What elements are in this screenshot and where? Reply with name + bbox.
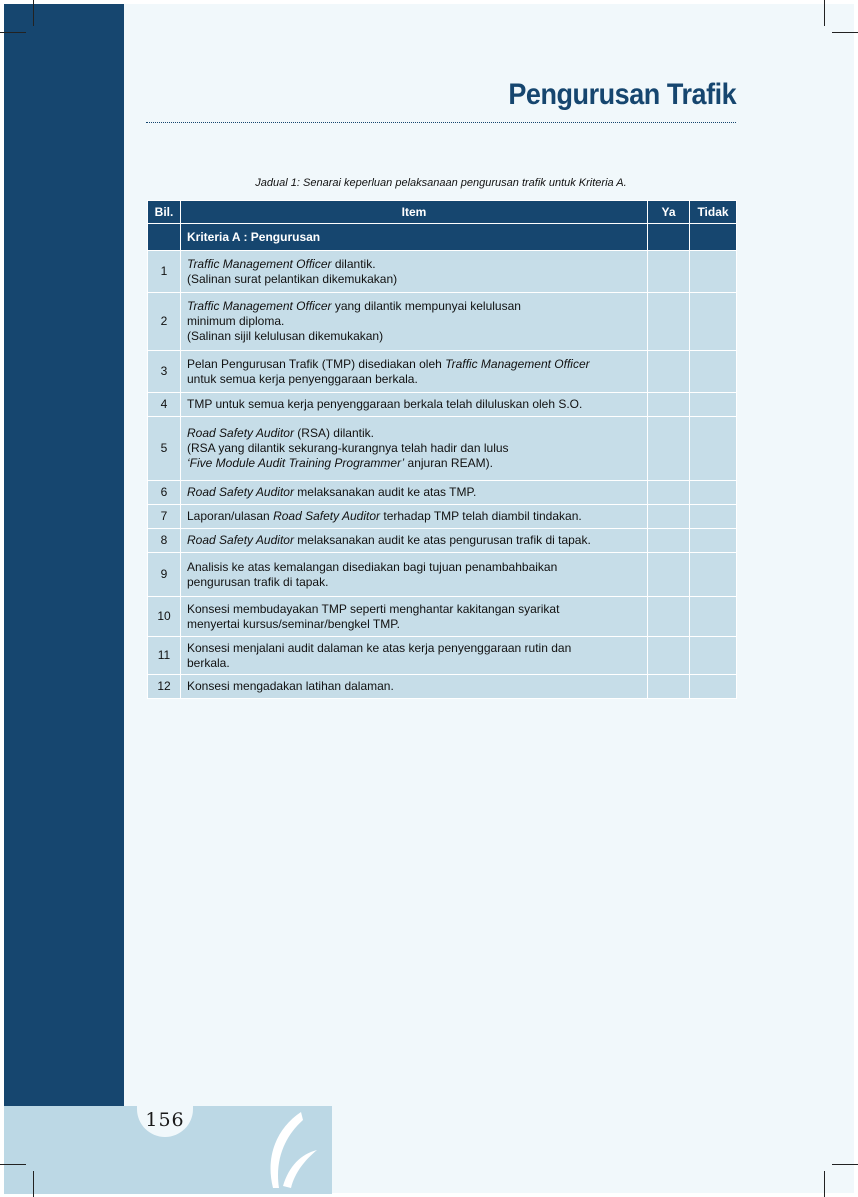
row-number: 4 xyxy=(148,393,181,417)
row-number: 2 xyxy=(148,293,181,351)
page-title: Pengurusan Trafik xyxy=(508,78,736,111)
item-line xyxy=(187,357,641,372)
tidak-check-cell[interactable] xyxy=(690,505,737,529)
row-number: 9 xyxy=(148,553,181,597)
text-segment: untuk semua kerja penyenggaraan berkala. xyxy=(187,371,418,386)
item-line xyxy=(187,426,641,441)
item-line xyxy=(187,533,641,548)
text-segment: minimum diploma. xyxy=(187,314,285,328)
section-bil-cell xyxy=(148,224,181,251)
tidak-check-cell[interactable] xyxy=(690,481,737,505)
row-item-text xyxy=(181,637,648,675)
row-number: 6 xyxy=(148,481,181,505)
item-line xyxy=(187,329,641,344)
italic-text-segment: Traffic Management Officer xyxy=(445,356,590,371)
text-segment: yang dilantik mempunyai kelulusan xyxy=(331,299,521,313)
page-number: 156 xyxy=(145,1109,185,1131)
item-line xyxy=(187,602,641,617)
row-item-text xyxy=(181,597,648,637)
tidak-check-cell[interactable] xyxy=(690,351,737,393)
item-line xyxy=(187,485,641,500)
section-label: Kriteria A : Pengurusan xyxy=(181,224,648,251)
ya-check-cell[interactable] xyxy=(648,351,690,393)
tidak-check-cell[interactable] xyxy=(690,393,737,417)
text-segment: TMP untuk semua kerja penyenggaraan berkala telah diluluskan oleh S.O. xyxy=(187,397,583,411)
text-segment: Konsesi membudayakan TMP seperti menghantar kakitangan syarikat xyxy=(187,601,560,616)
text-segment: pengurusan trafik di tapak. xyxy=(187,574,329,589)
ya-check-cell[interactable] xyxy=(648,481,690,505)
item-line xyxy=(187,560,641,575)
ya-check-cell[interactable] xyxy=(648,293,690,351)
text-segment: (Salinan surat pelantikan dikemukakan) xyxy=(187,271,398,286)
checklist-table xyxy=(147,200,737,699)
text-segment: anjuran REAM). xyxy=(404,456,493,470)
tidak-check-cell[interactable] xyxy=(690,417,737,481)
ya-check-cell[interactable] xyxy=(648,597,690,637)
table-header-row xyxy=(148,201,737,224)
tidak-check-cell[interactable] xyxy=(690,529,737,553)
crop-mark xyxy=(33,0,34,26)
column-header-tidak: Tidak xyxy=(690,201,737,224)
table-row xyxy=(148,393,737,417)
row-item-text xyxy=(181,505,648,529)
section-ya-cell xyxy=(648,224,690,251)
item-line xyxy=(187,257,641,272)
text-segment: dilantik. xyxy=(331,256,376,271)
italic-text-segment: ‘Five Module Audit Training Programmer’ xyxy=(187,456,405,470)
ya-check-cell[interactable] xyxy=(648,637,690,675)
ya-check-cell[interactable] xyxy=(648,417,690,481)
text-segment: Konsesi mengadakan latihan dalaman. xyxy=(187,679,394,693)
text-segment: Konsesi menjalani audit dalaman ke atas kerja penyenggaraan rutin dan xyxy=(187,640,572,655)
crop-mark xyxy=(0,32,26,33)
ya-check-cell[interactable] xyxy=(648,251,690,293)
item-line xyxy=(187,617,641,632)
row-item-text xyxy=(181,293,648,351)
item-line xyxy=(187,314,641,329)
item-line xyxy=(187,641,641,656)
italic-text-segment: Traffic Management Officer xyxy=(187,256,332,271)
tidak-check-cell[interactable] xyxy=(690,597,737,637)
tidak-check-cell[interactable] xyxy=(690,675,737,699)
ya-check-cell[interactable] xyxy=(648,553,690,597)
row-item-text xyxy=(181,481,648,505)
tidak-check-cell[interactable] xyxy=(690,293,737,351)
swoosh-logo-icon xyxy=(255,1108,327,1192)
text-segment: menyertai kursus/seminar/bengkel TMP. xyxy=(187,616,400,631)
text-segment: melaksanakan audit ke atas pengurusan trafik di tapak. xyxy=(293,533,591,547)
italic-text-segment: Road Safety Auditor xyxy=(187,426,294,440)
tidak-check-cell[interactable] xyxy=(690,251,737,293)
row-number: 8 xyxy=(148,529,181,553)
row-number: 5 xyxy=(148,417,181,481)
table-row xyxy=(148,553,737,597)
table-row xyxy=(148,251,737,293)
title-divider xyxy=(146,122,736,123)
row-number: 10 xyxy=(148,597,181,637)
row-number: 1 xyxy=(148,251,181,293)
table-row xyxy=(148,637,737,675)
item-line xyxy=(187,575,641,590)
table-row xyxy=(148,351,737,393)
text-segment: Laporan/ulasan xyxy=(187,509,274,523)
item-line xyxy=(187,656,641,671)
text-segment: (Salinan sijil kelulusan dikemukakan) xyxy=(187,329,384,343)
table-row xyxy=(148,417,737,481)
crop-mark xyxy=(832,1164,858,1165)
row-number: 7 xyxy=(148,505,181,529)
section-tidak-cell xyxy=(690,224,737,251)
row-number: 12 xyxy=(148,675,181,699)
table-caption: Jadual 1: Senarai keperluan pelaksanaan pengurusan trafik untuk Kriteria A. xyxy=(255,177,627,189)
crop-mark xyxy=(832,32,858,33)
row-item-text xyxy=(181,417,648,481)
item-line xyxy=(187,272,641,287)
column-header-item: Item xyxy=(181,201,648,224)
table-row xyxy=(148,675,737,699)
row-item-text xyxy=(181,393,648,417)
text-segment: (RSA yang dilantik sekurang-kurangnya telah hadir dan lulus xyxy=(187,441,509,455)
row-number: 3 xyxy=(148,351,181,393)
item-line xyxy=(187,372,641,387)
table-row xyxy=(148,529,737,553)
table-row xyxy=(148,505,737,529)
column-header-bil: Bil. xyxy=(148,201,181,224)
ya-check-cell[interactable] xyxy=(648,393,690,417)
italic-text-segment: Road Safety Auditor xyxy=(187,485,294,499)
row-item-text xyxy=(181,351,648,393)
text-segment: terhadap TMP telah diambil tindakan. xyxy=(380,509,582,523)
row-item-text xyxy=(181,675,648,699)
text-segment: Analisis ke atas kemalangan disediakan bagi tujuan penambahbaikan xyxy=(187,559,558,574)
italic-text-segment: Road Safety Auditor xyxy=(273,509,381,523)
crop-mark xyxy=(824,1171,825,1197)
table-row xyxy=(148,481,737,505)
section-row xyxy=(148,224,737,251)
table-row xyxy=(148,597,737,637)
column-header-ya: Ya xyxy=(648,201,690,224)
tidak-check-cell[interactable] xyxy=(690,553,737,597)
item-line xyxy=(187,397,641,412)
ya-check-cell[interactable] xyxy=(648,505,690,529)
item-line xyxy=(187,299,641,314)
row-number: 11 xyxy=(148,637,181,675)
text-segment: melaksanakan audit ke atas TMP. xyxy=(293,485,477,499)
item-line xyxy=(187,456,641,471)
ya-check-cell[interactable] xyxy=(648,675,690,699)
text-segment: (RSA) dilantik. xyxy=(293,426,374,440)
ya-check-cell[interactable] xyxy=(648,529,690,553)
italic-text-segment: Traffic Management Officer xyxy=(187,299,332,313)
item-line xyxy=(187,509,641,524)
crop-mark xyxy=(33,1171,34,1197)
row-item-text xyxy=(181,529,648,553)
italic-text-segment: Road Safety Auditor xyxy=(187,533,294,547)
table-row xyxy=(148,293,737,351)
text-segment: Pelan Pengurusan Trafik (TMP) disediakan oleh xyxy=(187,356,446,371)
item-line xyxy=(187,441,641,456)
row-item-text xyxy=(181,251,648,293)
text-segment: berkala. xyxy=(187,655,230,670)
row-item-text xyxy=(181,553,648,597)
tidak-check-cell[interactable] xyxy=(690,637,737,675)
page-number-tab xyxy=(137,1093,193,1137)
crop-mark xyxy=(0,1164,26,1165)
item-line xyxy=(187,679,641,694)
crop-mark xyxy=(824,0,825,26)
left-sidebar-band xyxy=(4,4,124,1106)
